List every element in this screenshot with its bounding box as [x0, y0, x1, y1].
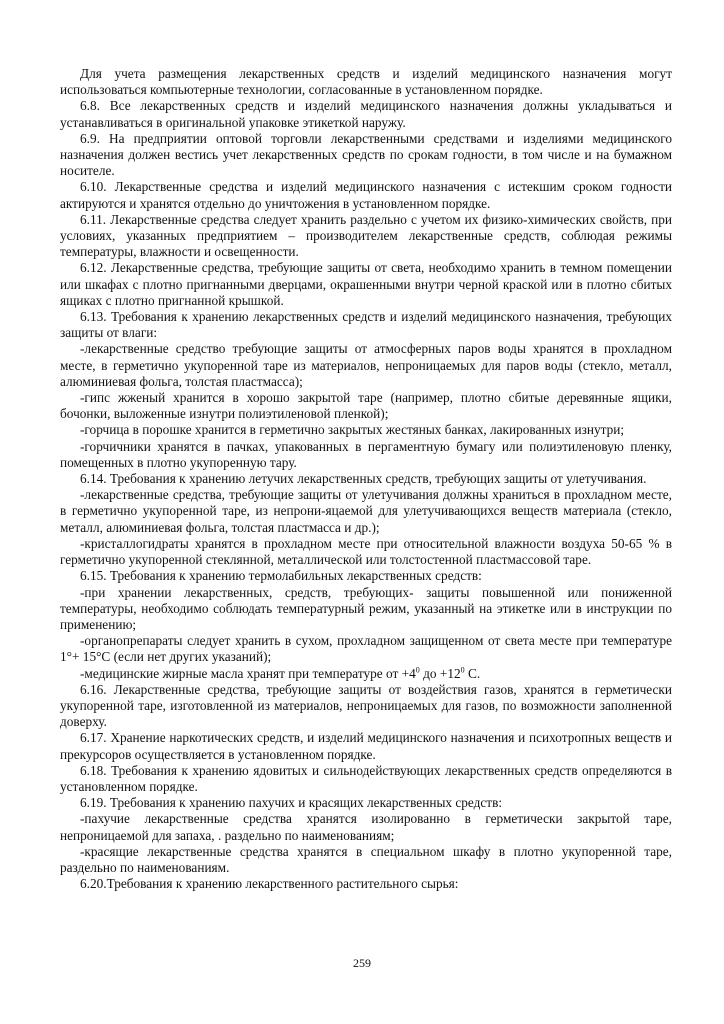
paragraph: 6.8. Все лекарственных средств и изделий медицинского назначения должны укладываться и устанавливаться в оригинальной упаковке этикеткой наружу.	[60, 98, 672, 130]
paragraph: 6.9. На предприятии оптовой торговли лекарственными средствами и изделиями медицинского назначения должен вестись учет лекарственных средств по срокам годности, в том числе и на бумажном носителе.	[60, 130, 672, 179]
paragraph: -горчица в порошке хранится в герметично закрытых жестяных банках, лакированных изнутри;	[80, 422, 625, 438]
paragraph: -при хранении лекарственных, средств, требующих- защиты повышенной или пониженной температуры, необходимо соблюдать температурный режим, указанный на этикетке или в инструкции по применению;	[60, 584, 672, 632]
paragraph: -гипс жженый хранится в хорошо закрытой таре (например, плотно сбитые деревянные ящики, бочонки, выложенные изнутри полиэтиленовой пленкой);	[60, 390, 672, 422]
superscript: 0	[460, 665, 465, 675]
paragraph: -лекарственные средство требующие защиты от атмосферных паров воды хранятся в прохладном месте, в герметично укупоренной таре из материалов, непроницаемых для паров воды (стекло, металл, алюминиевая фольга, толстая пластмасса);	[60, 341, 672, 389]
document-body	[60, 66, 672, 892]
paragraph: 6.15. Требования к хранению термолабильных лекарственных средств:	[80, 568, 482, 584]
paragraph: 6.12. Лекарственные средства, требующие защиты от света, необходимо хранить в темном помещении или шкафах с плотно пригнанными дверцами, окрашенными внутри черной краской или в плотно сбитых ящиках с плотно пригнанной крышкой.	[60, 260, 672, 308]
paragraph: -горчичники хранятся в пачках, упакованных в пергаментную бумагу или полиэтиленовую пленку, помещенных в плотно укупоренную тару.	[60, 438, 672, 470]
paragraph: -пахучие лекарственные средства хранятся изолированно в герметически закрытой таре, непроницаемой для запаха, . раздельно по наименованиям;	[60, 811, 672, 843]
paragraph: 6.20.Требования к хранению лекарственного растительного сырья:	[80, 876, 459, 892]
paragraph: 6.11. Лекарственные средства следует хранить раздельно с учетом их физико-химических свойств, при условиях, указанных предприятием – производителем лекарственные средств, соблюдая режимы температуры, влажности и освещенности.	[60, 211, 672, 260]
superscript: 0	[415, 665, 420, 675]
paragraph: -органопрепараты следует хранить в сухом, прохладном защищенном от света месте при температуре 1°+ 15°С (если нет других указаний);	[60, 633, 672, 665]
paragraph: 6.18. Требования к хранению ядовитых и сильнодействующих лекарственных средств определяются в установленном порядке.	[60, 762, 672, 794]
paragraph: 6.17. Хранение наркотических средств, и изделий медицинского назначения и психотропных веществ и прекурсоров осуществляется в установленном порядке.	[60, 730, 672, 762]
paragraph-oil-temperature	[60, 666, 672, 682]
page-number: 259	[353, 956, 371, 970]
paragraph: 6.16. Лекарственные средства, требующие защиты от воздействия газов, хранятся в герметически укупоренной таре, изготовленной из материалов, непроницаемых для газов, по возможности заполненной доверху.	[60, 681, 672, 730]
paragraph: Для учета размещения лекарственных средств и изделий медицинского назначения могут использоваться компьютерные технологии, согласованные в установленном порядке.	[60, 66, 672, 98]
paragraph: -кристаллогидраты хранятся в прохладном месте при относительной влажности воздуха 50-65 % в герметично укупоренной стеклянной, металлической или толстостенной пластмассовой таре.	[60, 535, 672, 568]
text-run: С.	[464, 665, 481, 681]
paragraph: -лекарственные средства, требующие защиты от улетучивания должны храниться в прохладном месте, в герметично укупоренной таре, из непрони-яцаемой для улетучивающихся веществ материала (стекло, металл, алюминиевая фольга, толстая пластмасса и др.);	[60, 487, 672, 535]
text-run: -медицинские жирные масла хранят при температуре от +4	[80, 665, 416, 681]
paragraph: 6.19. Требования к хранению пахучих и красящих лекарственных средств:	[80, 795, 503, 811]
paragraph: -красящие лекарственные средства хранятся в специальном шкафу в плотно укупоренной таре, раздельно по наименованиям.	[60, 843, 672, 875]
paragraph: 6.13. Требования к хранению лекарственных средств и изделий медицинского назначения, требующих защиты от влаги:	[60, 309, 672, 341]
paragraph: 6.14. Требования к хранению летучих лекарственных средств, требующих защиты от улетучивания.	[80, 471, 647, 487]
text-run: до +12	[419, 665, 461, 681]
paragraph: 6.10. Лекарственные средства и изделий медицинского назначения с истекшим сроком годности актируются и хранятся отдельно до уничтожения в установленном порядке.	[60, 179, 672, 211]
